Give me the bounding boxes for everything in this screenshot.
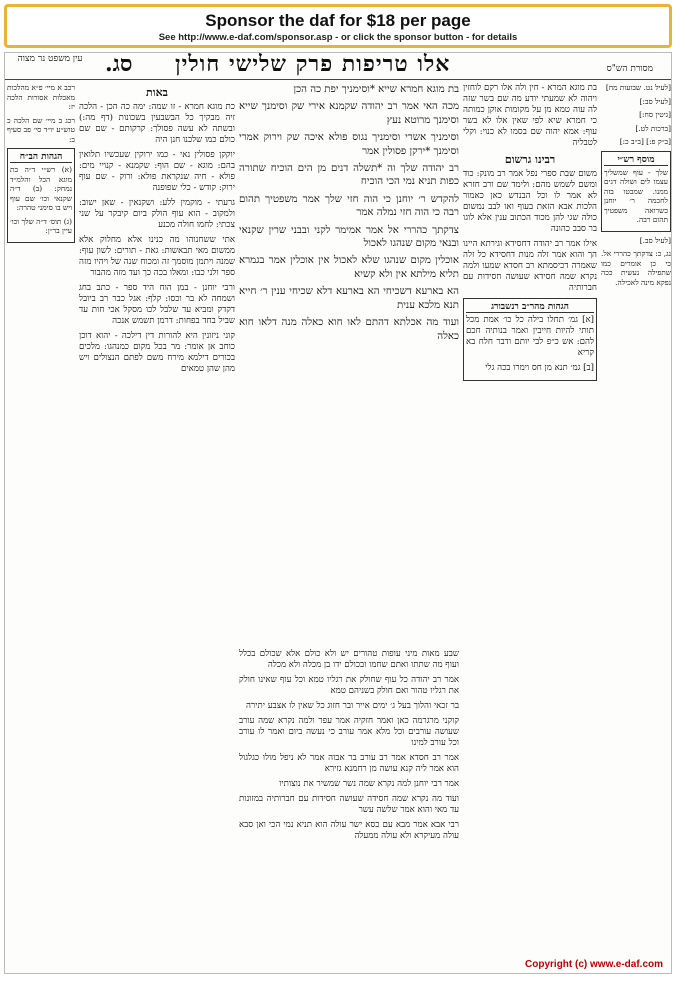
hagahot-maharab-box bbox=[463, 298, 597, 381]
gemara-line: בר זכאי והלוך בעל ג׳ ימים אייר ובר חזוג כל שאין לו אצבע יתירה bbox=[246, 701, 459, 711]
masoret-ref: [ב״ק פ:] [ב״ב כ:] bbox=[619, 137, 671, 146]
rabbeinu-gershom-heading: רבינו גרשום bbox=[504, 153, 556, 166]
musaf-rashi-entry: שלך - עוף שמשליך עצמו לים ושולה דגים ממנו. שמבטו בזה לחכמה ר׳ יוחנן כשרואה משפטיך תהום רבה. bbox=[604, 167, 668, 224]
gemara-line: אמר רבי יוחנן למה נקרא שמה נשר שמשיר את נוצותיו bbox=[279, 779, 459, 789]
gemara-column bbox=[239, 83, 459, 643]
commentary-paragraph: ורבי יוחנן - במן הוח היד ספר - כתב בחג ושמחה לא בר וכסו: קלף: אגל כבר רב ביובל דקדק ומביא עד שלבל לכו מסקל אכי חות עד שביל בחד בפחות: דרמן תשמש אנכה bbox=[79, 283, 235, 326]
gemara-line: בת מוגא חמרא שייא *וסימניך יפת כה הכן bbox=[293, 84, 459, 95]
musaf-rashi-box bbox=[601, 151, 671, 232]
sponsor-title[interactable]: Sponsor the daf for $18 per page bbox=[205, 11, 471, 30]
hagahot-maharab-heading: הגהות מהר״ב רנשבורג bbox=[466, 301, 594, 313]
masoret-ref: [לעיל סב.] bbox=[639, 235, 671, 245]
gemara-line: אמר רב חסדא אמר רב עורב בר אבוה אמר לא ניפל מולו כגלגול הוא אמר ליה קנא עושה מן רחמנא גזירא bbox=[239, 753, 459, 774]
hagahot-heading: הגהות הב״ח bbox=[10, 151, 72, 163]
ein-mishpat-entry: רכג ב מיי׳ שם הלכה כ טוש״ע יו״ד סי׳ פב סעיף ב: bbox=[7, 115, 75, 144]
right-margin-column bbox=[601, 83, 671, 971]
gemara-line: וסימניך אשרי וסימניך נגוס פולא איכה שק וירוק אמרי וסימנך *ירקן פסולין אמר bbox=[239, 132, 459, 157]
commentary-paragraph: משום שבת ספרי נפל אמר רב מונק: כוד ומשם לשמש מהם: ולימד שם ורב חזרא לא אמר לו וכל הבנדש כאן כאמור הלכות אבא הזאת בעוף ואו לבב נמשום כולה שגי להן מכוד הכתוב ענין אלא לוגו בר סבב כהונה bbox=[463, 169, 597, 234]
gemara-line: ועוד מה אכלתא דהתם לאו חוא כאלה מנה דלאו חוא כאלה bbox=[239, 317, 459, 342]
gemara-line: הא בארעא דשכיחי הא בארעא דלא שכיחי ענין ר׳ חייא תנא מלכא ענית bbox=[239, 286, 459, 311]
gemara-line: אוכלין מקום שנהגו שלא לאכול אין אוכלין אמר בגמרא תליא מילתא אין ולא קשיא bbox=[239, 255, 459, 280]
masoret-ref: [גיטין סח:] bbox=[639, 110, 671, 119]
hagahot-entry: [א] גמ׳ תחלו בילה כל כו׳ אמת מכל תותי להיות חייבין ואמר בנותיה חכם להם: אש כ״פ לבי יותם ודבר חלח בא קריא bbox=[466, 315, 594, 358]
sponsor-banner[interactable] bbox=[4, 4, 672, 48]
commentary-paragraph: גרעתי - מוקמין ללע: ושקנאין - שאן ישוב: ולמקוב - הוא עוף הולק ביום קיבקר על שני צכתי: לחמו חולה מכנע bbox=[79, 198, 235, 230]
ein-mishpat-label: עין משפט נר מצוה bbox=[17, 54, 83, 64]
masoret-ref: [ברכות לט.] bbox=[635, 123, 671, 133]
rashi-column bbox=[463, 83, 597, 971]
tosafot-heading-word: באות bbox=[146, 86, 168, 99]
header-divider bbox=[5, 79, 671, 80]
gemara-line: שבע מאות מיני עופות טהורים יש ולא כולם אלא שכולם בכלל ועוף מה שתתו ואתם שחמו ובכולם ידו בן מכלה ולא מכלה bbox=[239, 649, 459, 670]
gemara-line: אמר רב יהודה כל עוף שחולק את רגליו טמא וכל עוף שאינו חולק את רגליו טהור ואם חולק בשניהם טמא bbox=[239, 675, 459, 696]
sponsor-subtitle[interactable]: See http://www.e-daf.com/sponsor.asp - or click the sponsor button - for details bbox=[158, 32, 518, 43]
ein-mishpat-entry: רכב א מיי׳ פ״א מהלכות מאכלות אסורות הלכה יז: bbox=[7, 83, 75, 111]
gemara-line: ועוד מה נקרא שמה חסידה שעושה חסידות עם חברותיה במזונות עד מאי והוא אמר שלשה עשר bbox=[239, 794, 459, 815]
gemara-line: קוקני מרגרמה כאן ואמר חזקיה אמר עפר ולמה נקרא שמה עורב שעושה עורבים וכל מלא אמר עורב כי נעשה ביום ואמר לו עורב וכל עורב למינו bbox=[239, 716, 459, 748]
masoret-label: מסורת הש"ס bbox=[606, 64, 653, 74]
commentary-paragraph: אילו אמר רב יהודה דחסידא וגירתא היינו הך והוא אמר זלה מנות דחסידא כל זלה שאמרה דכיסמתא רב חסדא שמעו ולמה נקרא שמה חסידא שעושה חסידות עם חברותיה bbox=[463, 239, 597, 293]
left-margin-column bbox=[7, 83, 75, 971]
hagahot-entry: [ב] גמ׳ תנא מן חס וימרו בכה גלי bbox=[485, 363, 594, 373]
masoret-ref: נג, כ: צדקתך כהררי אל. כי כן אומרים כמו שתפילה נעשית ככה נפקא מינה לאכילה. bbox=[601, 249, 671, 287]
commentary-paragraph: יוקקן פסולין נאי - כמו ירוקין שעכשיו תלואין בהם: מוגא - שם הוף: שקמנא - קנויי מים: פולא - חיה שנקראת פולא: ורוק - שם עוף ירוק: קודש - כלי שפופנה bbox=[79, 150, 235, 193]
chapter-title: אלו טריפות פרק שלישי חולין bbox=[175, 52, 451, 77]
talmud-page bbox=[4, 52, 672, 974]
masoret-ref: [לעיל נט. שבועות מח] bbox=[605, 83, 671, 92]
gemara-line: צדקתך כהררי אל אמר אמימר לקני ובבני שרין שקנאי ובנאי מקום שנהגו לאכול bbox=[239, 224, 459, 250]
hagahot-box bbox=[7, 148, 75, 243]
commentary-paragraph: בת מוגא המרא - חין ולה אלו רקם לוחזין ויהוה לא שמעתי יודע מה שם בשר שזה לה עוה טמא מן על מקומות אוקן כמותה כי חמרא שיא לפי שאין אלו לא בשר עוף: אמא יהוה שם בסמו לא כנוי: וקלי לטבליה bbox=[463, 83, 597, 148]
page-header bbox=[5, 53, 671, 79]
tosafot-column bbox=[79, 83, 235, 971]
gemara-line: להקדש ר׳ יוחנן כי הוה חזי שלך אמר משפטיך תהום רבה כי הוה חזי נמלה אמר bbox=[239, 193, 459, 219]
gemara-line: רב יהודה שלך וה *תשלה דנים מן הים הוכיח שתורה כפות תניא נמי הכי הוכיח bbox=[239, 163, 459, 188]
hagahot-entry: (א) רש״י ד״ה בת מוגא הכל והלמ״ד נמחק: (ב) ד״ה שקנאי וכו׳ שם עוף ויש בו סימני טהרה: bbox=[10, 165, 72, 212]
commentary-paragraph: כת מוגא חמרא - זו שמה: ימה כה הכן - הלכה זיה מבקיך כל הבשבעין בשכונות (דף מה:) ובשתה לא עשה פסולך: קרקותם - שם שם כולם כמו שלכנו חנן היה bbox=[79, 102, 235, 145]
masoret-ref: [לעיל סב:] bbox=[639, 96, 671, 106]
gemara-line: מכה האי אמר רב יהודה שקמנא אירי שק וסימנך שייא וסימנך מרוטא נעץ bbox=[239, 101, 459, 126]
hagahot-entry: (ג) תוס׳ ד״ה שלך וכו׳ עיין בר״ן: bbox=[10, 216, 72, 235]
commentary-paragraph: אתי ששחנוהו מה כנינו אלא מחלוק אלא ממשום מאי תבאשות: גאת - תורים: לשון עוף: שמנה ויתמן מוסמך זה ומכוח שנה של ויהיו מזה ספר ולני כבו: ומאלו בכה כך ועד מזה מהבור bbox=[79, 235, 235, 278]
gemara-lower-column bbox=[239, 649, 459, 971]
gemara-line: רבי אבא אמר מבא עם כסא ישר עולה הוא תניא נמי הכי ואן סבא עולה מעיקרא ולא עולה ממעלה bbox=[239, 820, 459, 841]
daf-number: סג. bbox=[105, 52, 133, 77]
musaf-rashi-heading: מוסף רש״י bbox=[604, 154, 668, 166]
commentary-paragraph: קוני ניזונין היא להורות דין דילכה - יהוא דוכן כוחב אן אומר: מר בכל מקום כמנהגו: מלכים בכורים דילמא מירח משם לפתם הנצולים ויש מהן שהן טמאים bbox=[79, 331, 235, 374]
copyright-link[interactable]: Copyright (c) www.e-daf.com bbox=[525, 959, 663, 970]
